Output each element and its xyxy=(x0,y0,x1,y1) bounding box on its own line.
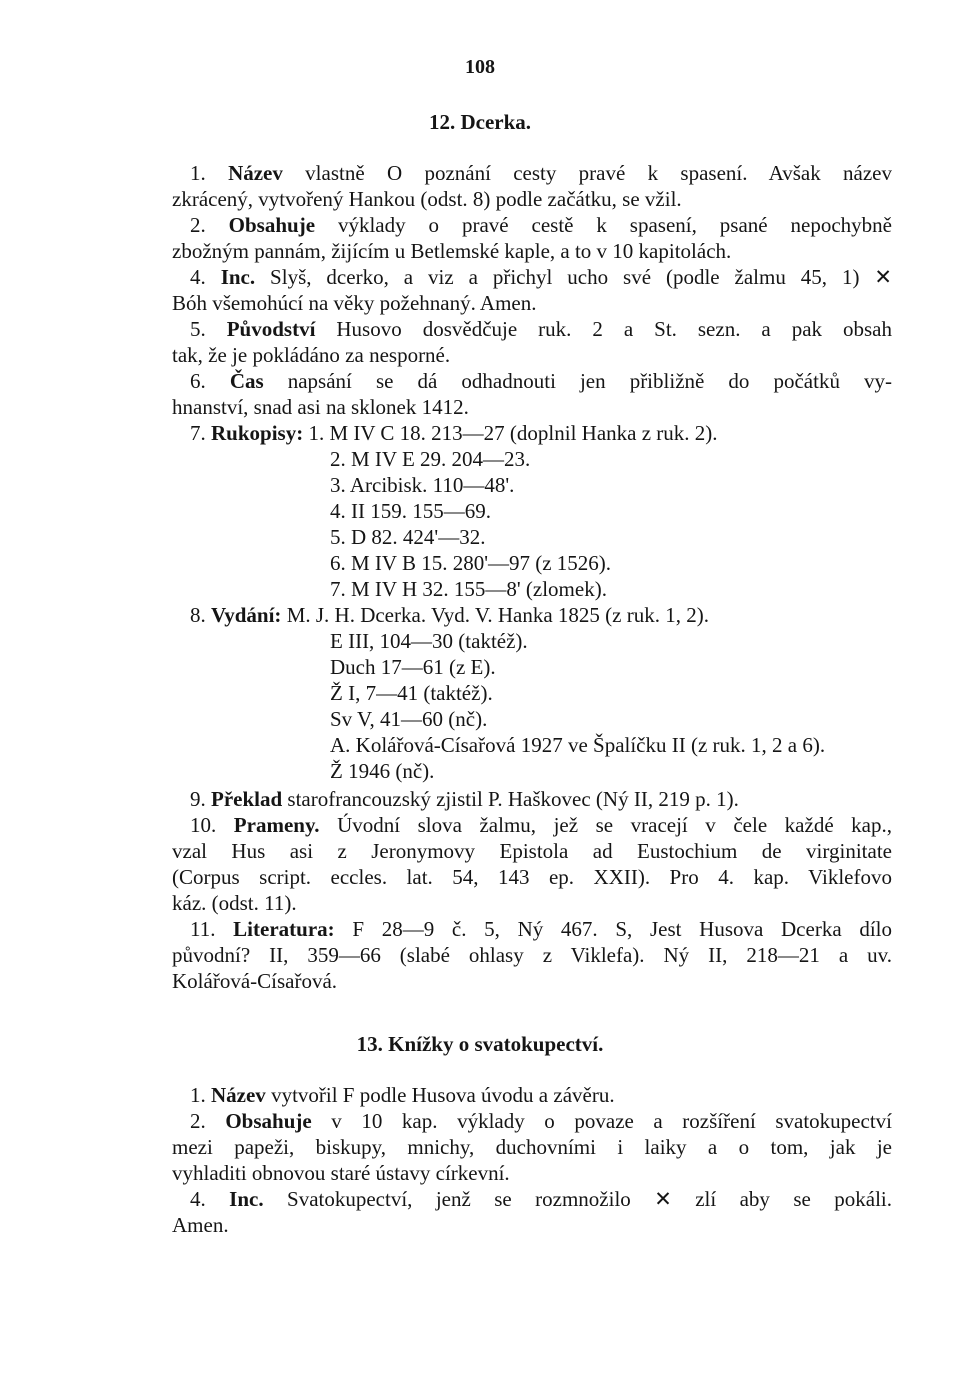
text-line: Sv V, 41—60 (nč). xyxy=(330,707,488,731)
text-line: 3. Arcibisk. 110—48'. xyxy=(330,473,515,497)
text-line: 5. D 82. 424'—32. xyxy=(330,525,486,549)
text-line: 11. Literatura: F 28—9 č. 5, Ný 467. S, Jest Husova Dcerka dílo xyxy=(190,917,892,941)
text-line: Kolářová-Císařová. xyxy=(172,969,338,993)
text-line: Amen. xyxy=(172,1213,229,1237)
text-line: A. Kolářová-Císařová 1927 ve Špalíčku II (z ruk. 1, 2 a 6). xyxy=(330,733,826,757)
text-line: vyhladiti obnovou staré ústavy církevní. xyxy=(172,1161,510,1185)
text-line: 2. M IV E 29. 204—23. xyxy=(330,447,531,471)
text-line: 10. Prameny. Úvodní slova žalmu, jež se vracejí v čele každé kap., xyxy=(190,813,893,837)
text-line: Ž 1946 (nč). xyxy=(330,759,435,783)
text-line: tak, že je pokládáno za nesporné. xyxy=(172,343,451,367)
section-title-dcerka: 12. Dcerka. xyxy=(428,110,532,134)
text-line: 9. Překlad starofrancouzský zjistil P. Haškovec (Ný II, 219 p. 1). xyxy=(190,787,739,811)
text-line: 2. Obsahuje výklady o pravé cestě k spasení, psané nepochybně xyxy=(190,213,892,237)
text-line: káz. (odst. 11). xyxy=(172,891,297,915)
text-line: hnanství, snad asi na sklonek 1412. xyxy=(172,395,469,419)
text-line: (Corpus script. eccles. lat. 54, 143 ep. XXII). Pro 4. kap. Viklefovo xyxy=(172,865,892,889)
section-title-svatokupectvi: 13. Knížky o svatokupectví. xyxy=(356,1032,604,1056)
text-line: zkrácený, vytvořený Hankou (odst. 8) podle začátku, se vžil. xyxy=(172,187,682,211)
text-line: 7. M IV H 32. 155—8' (zlomek). xyxy=(330,577,607,601)
text-line: 1. Název vlastně O poznání cesty pravé k spasení. Avšak název xyxy=(190,161,892,185)
text-line: mezi papeži, biskupy, mnichy, duchovními i laiky a o tom, jak je xyxy=(172,1135,892,1159)
text-line: 4. Inc. Slyš, dcerko, a viz a přichyl ucho své (podle žalmu 45, 1) ✕ xyxy=(190,265,892,289)
text-line: Bóh všemohúcí na věky požehnaný. Amen. xyxy=(172,291,537,315)
text-line: 1. Název vytvořil F podle Husova úvodu a závěru. xyxy=(190,1083,615,1107)
text-line: 5. Původství Husovo dosvědčuje ruk. 2 a St. sezn. a pak obsah xyxy=(190,317,892,341)
text-line: původní? II, 359—66 (slabé ohlasy z Viklefa). Ný II, 218—21 a uv. xyxy=(172,943,892,967)
text-line: 4. II 159. 155—69. xyxy=(330,499,491,523)
text-line: 2. Obsahuje v 10 kap. výklady o povaze a rozšíření svatokupectví xyxy=(190,1109,892,1133)
text-line: Ž I, 7—41 (taktéž). xyxy=(330,681,493,705)
text-line: 7. Rukopisy: 1. M IV C 18. 213—27 (doplnil Hanka z ruk. 2). xyxy=(190,421,718,445)
text-line: 6. Čas napsání se dá odhadnouti jen přibližně do počátků vy- xyxy=(190,369,893,393)
text-line: zbožným pannám, žijícím u Betlemské kaple, a to v 10 kapitolách. xyxy=(172,239,732,263)
text-line: vzal Hus asi z Jeronymovy Epistola ad Eustochium de virginitate xyxy=(172,839,892,863)
text-line: 4. Inc. Svatokupectví, jenž se rozmnožilo ✕ zlí aby se pokáli. xyxy=(190,1187,892,1211)
page-number: 108 xyxy=(465,56,495,78)
text-line: 6. M IV B 15. 280'—97 (z 1526). xyxy=(330,551,612,575)
text-line: 8. Vydání: M. J. H. Dcerka. Vyd. V. Hanka 1825 (z ruk. 1, 2). xyxy=(190,603,709,627)
text-line: E III, 104—30 (taktéž). xyxy=(330,629,528,653)
text-line: Duch 17—61 (z E). xyxy=(330,655,496,679)
